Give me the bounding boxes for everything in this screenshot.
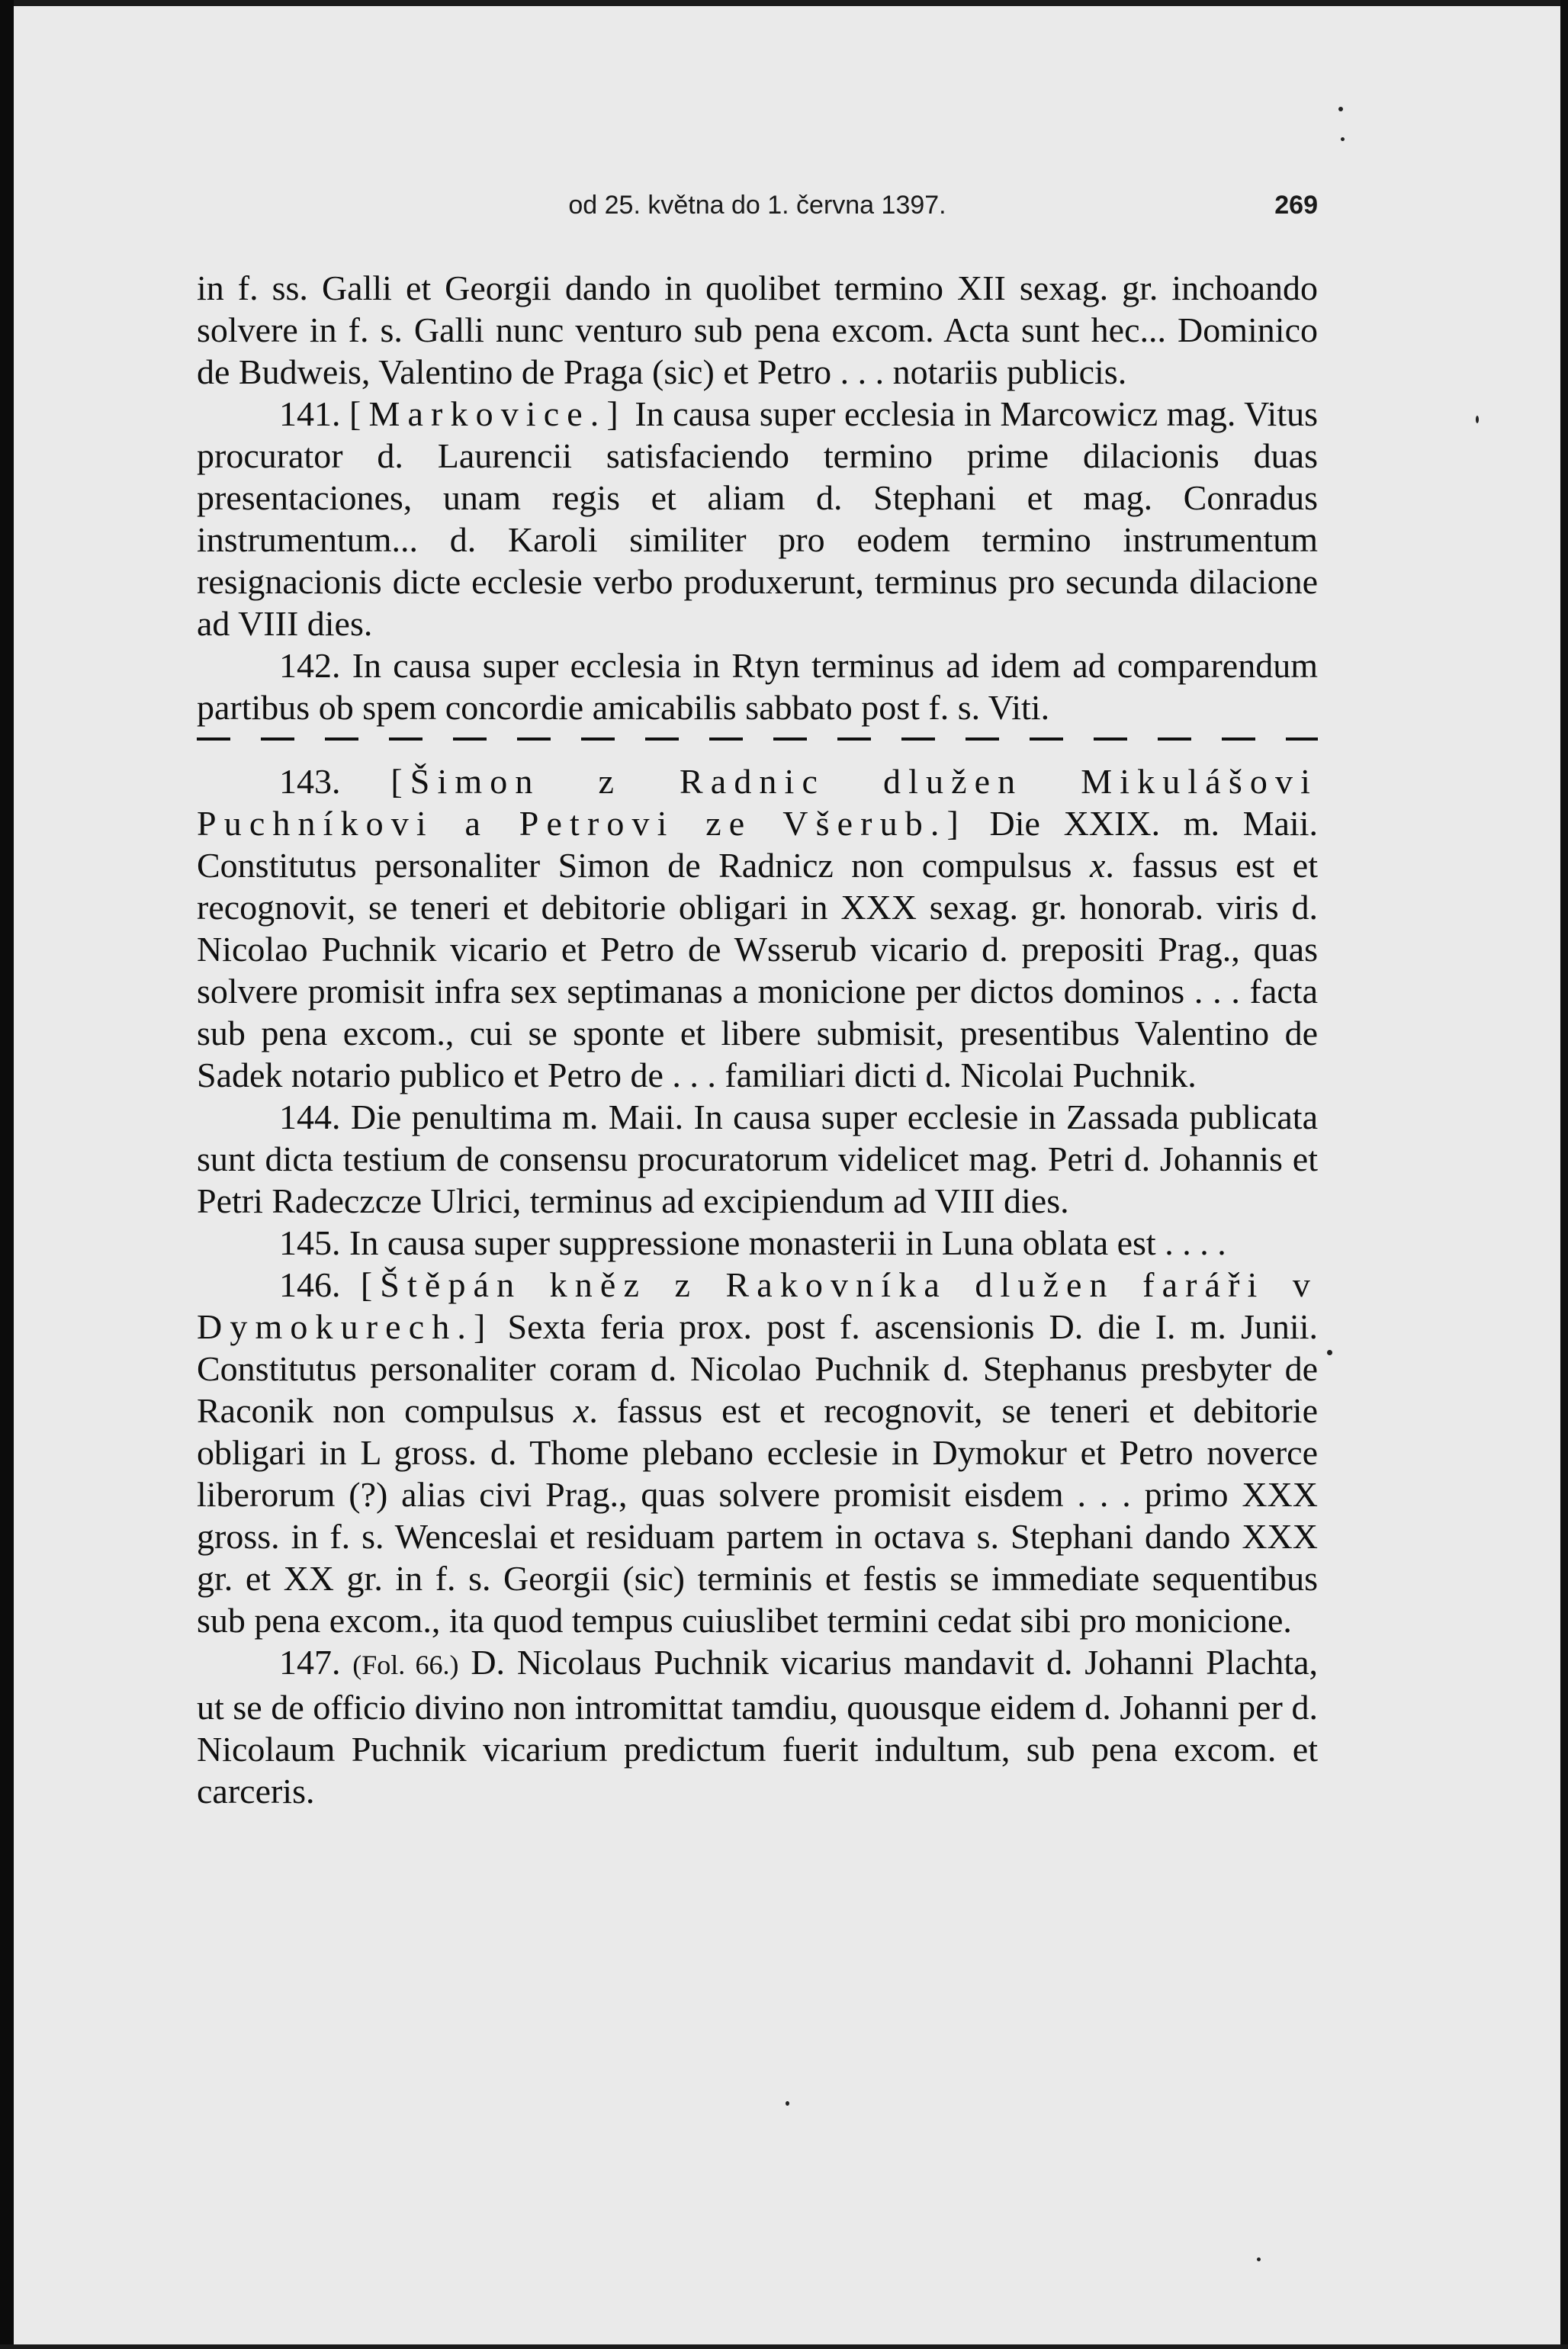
- scan-edge-right: [1560, 0, 1568, 2349]
- entry-number: 143.: [279, 762, 391, 801]
- continued-paragraph: in f. ss. Galli et Georgii dando in quolibet termino XII sexag. gr. inchoando solvere in f. s. Galli nunc venturo sub pena excom. Acta sunt hec... Dominico de Budweis, Valentino de Praga (sic) et Petro . . . notariis publicis.: [197, 268, 1318, 391]
- entry-number: 146.: [279, 1265, 361, 1304]
- entry-number: 147.: [279, 1643, 353, 1682]
- italic-x: x: [1089, 846, 1106, 885]
- page-body: [197, 267, 1318, 1812]
- entry-142: 142. In causa super ecclesia in Rtyn terminus ad idem ad comparendum partibus ob spem concordie amicabilis sabbato post f. s. Viti.: [197, 646, 1318, 727]
- scan-speck: [1327, 1350, 1332, 1355]
- scan-edge-top: [0, 0, 1568, 6]
- scan-speck: [1341, 137, 1345, 141]
- entry-145: 145. In causa super suppressione monasterii in Luna oblata est . . . .: [279, 1223, 1226, 1262]
- entry-146: [197, 1264, 1318, 1641]
- section-divider: [197, 737, 1318, 741]
- entry-141: [197, 393, 1318, 644]
- scan-speck: [1476, 416, 1479, 423]
- entry-text-cont: . fassus est et recognovit, se teneri et debitorie obligari in XXX sexag. gr. honorab. viris d. Nicolao Puchnik vicario et Petro de Wsserub vicario d. prepositi Prag., quas solvere promisit infra sex septimanas a monicione per dictos dominos . . . facta sub pena excom., cui se sponte et libere submisit, presentibus Valentino de Sadek notario publico et Petro de . . . familiari dicti d. Nicolai Puchnik.: [197, 846, 1318, 1094]
- scan-edge-bottom: [0, 2344, 1568, 2349]
- scan-speck: [786, 2101, 789, 2106]
- scan-speck: [1257, 2257, 1261, 2261]
- entry-text: D. Nicolaus Puchnik vicarius mandavit d. Johanni Plachta, ut se de officio divino non intromittat tamdiu, quousque eidem d. Johanni per d. Nicolaum Puchnik vicarium predictum fuerit indultum, sub pena excom. et carceris.: [197, 1643, 1319, 1811]
- folio-reference: (Fol. 66.): [352, 1650, 459, 1680]
- entry-number: 141.: [279, 394, 350, 433]
- page-number: 269: [1274, 191, 1318, 220]
- entry-143: [197, 760, 1318, 1096]
- entry-144: 144. Die penultima m. Maii. In causa super ecclesie in Zassada publicata sunt dicta testium de consensu procuratorum videlicet mag. Petri d. Johannis et Petri Radeczcze Ulrici, terminus ad excipiendum ad VIII dies.: [197, 1097, 1318, 1220]
- entry-title: [Markovice.]: [349, 394, 626, 433]
- entry-title: [Šimon z Radnic dlužen Mikulášovi Puchníkovi a Petrovi ze Všerub.]: [197, 762, 1319, 843]
- page-header: [197, 191, 1318, 236]
- scan-edge-left: [0, 0, 14, 2349]
- italic-x: x: [573, 1391, 590, 1430]
- entry-text: Die XXIX. m. Maii. Constitutus personaliter Simon de Radnicz non compulsus: [197, 804, 1318, 885]
- entry-title: [Štěpán kněz z Rakovníka dlužen faráři v Dymokurech.]: [197, 1265, 1319, 1346]
- entry-text: Sexta feria prox. post f. ascensionis D. die I. m. Junii. Constitutus personaliter coram d. Nicolao Puchnik d. Stephanus presbyter de Raconik non compulsus: [197, 1307, 1318, 1430]
- entry-text: In causa super ecclesia in Marcowicz mag. Vitus procurator d. Laurencii satisfaciendo termino prime dilacionis duas presentaciones, unam regis et aliam d. Stephani et mag. Conradus instrumentum... d. Karoli similiter pro eodem termino instrumentum resignacionis dicte ecclesie verbo produxerunt, terminus pro secunda dilacione ad VIII dies.: [197, 394, 1319, 643]
- running-head: od 25. května do 1. června 1397.: [568, 191, 946, 220]
- entry-text-cont: . fassus est et recognovit, se teneri et debitorie obligari in L gross. d. Thome plebano ecclesie in Dymokur et Petro noverce liberorum (?) alias civi Prag., quas solvere promisit eisdem . . . primo XXX gross. in f. s. Wenceslai et residuam partem in octava s. Stephani dando XXX gr. et XX gr. in f. s. Georgii (sic) terminis et festis se immediate sequentibus sub pena excom., ita quod tempus cuiuslibet termini cedat sibi pro monicione.: [197, 1391, 1319, 1640]
- scan-speck: [1338, 107, 1343, 111]
- entry-147: [197, 1641, 1318, 1812]
